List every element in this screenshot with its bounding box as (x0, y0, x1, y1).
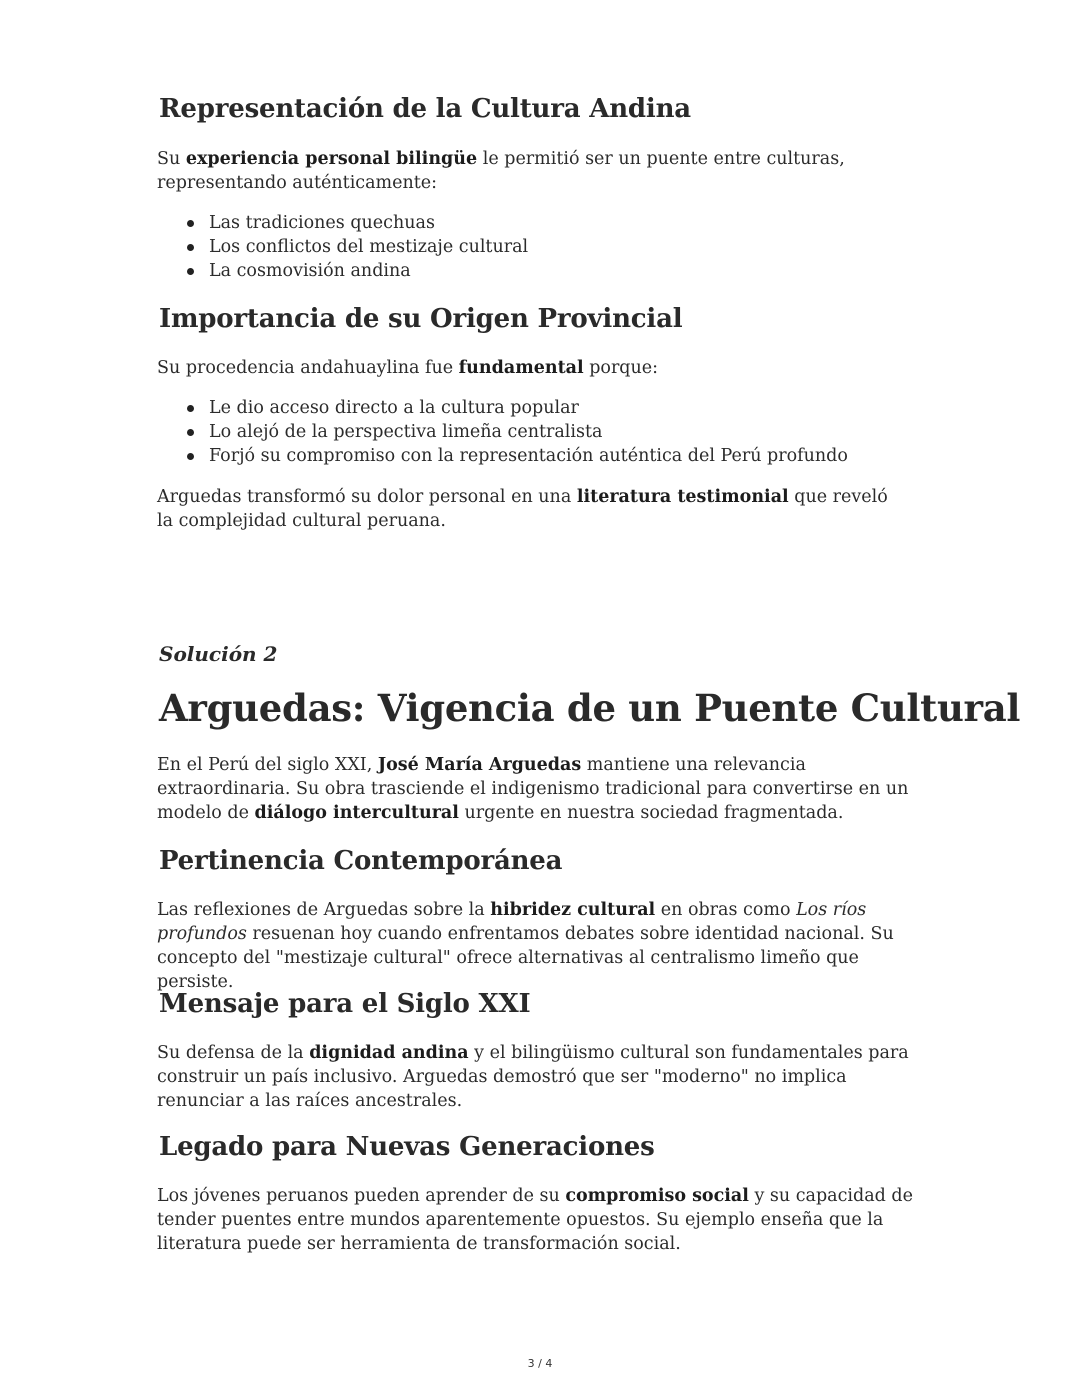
section-heading-cultura-andina: Representación de la Cultura Andina (159, 94, 691, 124)
section-heading-legado: Legado para Nuevas Generaciones (159, 1132, 655, 1162)
bullet-icon (187, 453, 194, 460)
paragraph-cultura-andina-intro: Su experiencia personal bilingüe le permitió ser un puente entre culturas, representando auténticamente: (157, 149, 845, 193)
bullet-icon (187, 429, 194, 436)
paragraph-mensaje: Su defensa de la dignidad andina y el bilingüismo cultural son fundamentales para construir un país inclusivo. Arguedas demostró que ser "moderno" no implica renunciar a las raíces ancestrales. (157, 1043, 909, 1111)
bullet-icon (187, 220, 194, 227)
bullet-icon (187, 244, 194, 251)
list-item: Le dio acceso directo a la cultura popular (157, 396, 848, 420)
list-item: Lo alejó de la perspectiva limeña centralista (157, 420, 848, 444)
solution-label: Solución 2 (159, 642, 278, 666)
paragraph-origen-intro: Su procedencia andahuaylina fue fundamental porque: (157, 358, 659, 378)
bullet-icon (187, 268, 194, 275)
list-cultura-andina (157, 211, 528, 283)
list-item: Los conflictos del mestizaje cultural (157, 235, 528, 259)
section-heading-pertinencia: Pertinencia Contemporánea (159, 846, 563, 876)
paragraph-pertinencia: Las reflexiones de Arguedas sobre la hibridez cultural en obras como Los ríos profundos resuenan hoy cuando enfrentamos debates sobre identidad nacional. Su concepto del "mestizaje cultural" ofrece alternativas al centralismo limeño que persiste. (157, 900, 894, 992)
list-item: La cosmovisión andina (157, 259, 528, 283)
bullet-icon (187, 405, 194, 412)
paragraph-solution-intro: En el Perú del siglo XXI, José María Arguedas mantiene una relevancia extraordinaria. Su obra trasciende el indigenismo tradicional para convertirse en un modelo de diálogo intercultural urgente en nuestra sociedad fragmentada. (157, 755, 909, 823)
page-number: 3 / 4 (527, 1357, 553, 1370)
section-heading-origen-provincial: Importancia de su Origen Provincial (159, 304, 683, 334)
list-item: Las tradiciones quechuas (157, 211, 528, 235)
list-item: Forjó su compromiso con la representación auténtica del Perú profundo (157, 444, 848, 468)
paragraph-legado: Los jóvenes peruanos pueden aprender de su compromiso social y su capacidad de tender puentes entre mundos aparentemente opuestos. Su ejemplo enseña que la literatura puede ser herramienta de transformación social. (157, 1186, 913, 1254)
list-origen-provincial (157, 396, 848, 468)
paragraph-origen-closing: Arguedas transformó su dolor personal en una literatura testimonial que reveló la complejidad cultural peruana. (157, 487, 888, 531)
page-title: Arguedas: Vigencia de un Puente Cultural (159, 686, 1021, 730)
section-heading-mensaje: Mensaje para el Siglo XXI (159, 989, 531, 1019)
